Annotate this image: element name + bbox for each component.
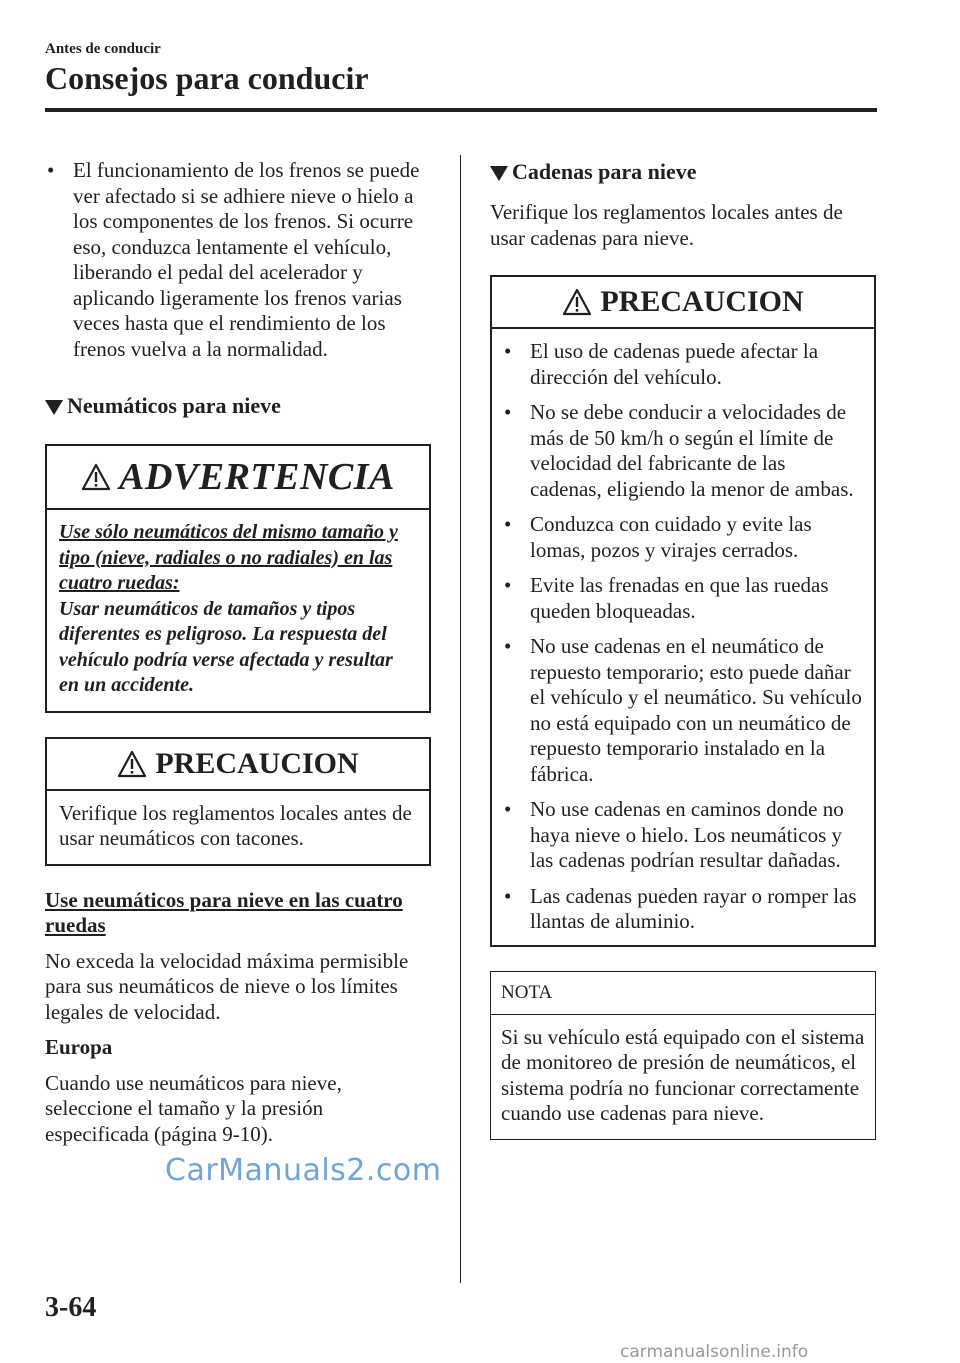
snow-tires-heading-text: Neumáticos para nieve: [67, 393, 281, 418]
list-item: [502, 634, 862, 787]
advertencia-header: [47, 446, 429, 510]
chains-heading-text: Cadenas para nieve: [512, 159, 697, 184]
watermark-carmanualsonline: carmanualsonline.info: [620, 1342, 809, 1362]
precaucion-body-left: Verifique los reglamentos locales antes de usar neumáticos con tacones.: [59, 800, 412, 850]
bullet-icon: •: [504, 797, 512, 821]
four-wheels-heading: Use neumáticos para nieve en las cuatro ruedas: [45, 887, 403, 937]
list-item-text: Las cadenas pueden rayar o romper las llantas de aluminio.: [530, 883, 857, 933]
triangle-down-icon: [490, 166, 508, 181]
chains-heading: [490, 158, 876, 186]
snow-tires-heading: [45, 392, 431, 420]
chains-intro: Verifique los reglamentos locales antes de usar cadenas para nieve.: [490, 200, 843, 250]
bullet-icon: •: [504, 634, 512, 658]
left-column: [45, 158, 431, 1147]
bullet-icon: •: [504, 883, 512, 908]
precaucion-title: PRECAUCION: [600, 285, 804, 318]
list-item-text: Conduzca con cuidado y evite las lomas, pozos y virajes cerrados.: [530, 512, 812, 562]
page-header: [45, 40, 877, 98]
europa-paragraph: Cuando use neumáticos para nieve, seleccione el tamaño y la presión especificada (página 9-10).: [45, 1070, 342, 1146]
list-item: [502, 339, 862, 390]
precaucion-header-left: [47, 739, 429, 791]
section-label: Antes de conducir: [45, 41, 161, 57]
advertencia-text: Usar neumáticos de tamaños y tipos diferentes es peligroso. La respuesta del vehículo podría verse afectada y resultar en un accidente.: [59, 597, 393, 696]
list-item-text: No se debe conducir a velocidades de más de 50 km/h o según el límite de velocidad del fabricante de las cadenas, eligiendo la menor de ambas.: [530, 400, 854, 501]
list-item-text: No use cadenas en el neumático de repuesto temporario; esto puede dañar el vehículo y el neumático. Su vehículo no está equipado con un neumático de repuesto temporario instalado en la fábrica.: [530, 634, 862, 786]
speed-paragraph: No exceda la velocidad máxima permisible para sus neumáticos de nieve o los límites legales de velocidad.: [45, 948, 409, 1024]
list-item: [502, 512, 862, 563]
nota-box: [490, 971, 876, 1140]
page-title: Consejos para conducir: [45, 60, 369, 96]
precaucion-box-left: [45, 737, 431, 866]
nota-title: NOTA: [491, 972, 875, 1015]
advertencia-box: [45, 444, 431, 713]
warning-triangle-icon: [562, 288, 592, 316]
list-item: [502, 884, 862, 935]
bullet-icon: •: [504, 400, 512, 424]
europa-label: Europa: [45, 1035, 113, 1059]
precaucion-box-right: [490, 275, 876, 947]
warning-triangle-icon: [81, 463, 111, 491]
precaucion-header-right: [492, 277, 874, 329]
bullet-icon: •: [504, 512, 512, 536]
warning-triangle-icon: [117, 750, 147, 778]
bullet-icon: •: [47, 158, 55, 182]
brake-bullet: [45, 158, 431, 362]
bullet-icon: •: [504, 339, 512, 363]
triangle-down-icon: [45, 400, 63, 415]
nota-body: Si su vehículo está equipado con el sistema de monitoreo de presión de neumáticos, el sistema podría no funcionar correctamente cuando use cadenas para nieve.: [501, 1024, 865, 1125]
list-item: [502, 400, 862, 502]
advertencia-underlined: Use sólo neumáticos del mismo tamaño y tipo (nieve, radiales o no radiales) en las cuatro ruedas:: [59, 521, 398, 594]
list-item-text: No use cadenas en caminos donde no haya nieve o hielo. Los neumáticos y las cadenas podrían resultar dañadas.: [530, 797, 844, 872]
precaucion-list: [492, 329, 874, 945]
advertencia-title: ADVERTENCIA: [119, 456, 395, 498]
list-item-text: El uso de cadenas puede afectar la dirección del vehículo.: [530, 339, 819, 389]
header-rule: [45, 108, 877, 112]
bullet-icon: •: [504, 573, 512, 597]
advertencia-body: [47, 510, 429, 711]
list-item: [502, 573, 862, 624]
list-item-text: Evite las frenadas en que las ruedas queden bloqueadas.: [530, 573, 829, 623]
watermark-carmanuals2: CarManuals2.com: [165, 1153, 442, 1188]
list-item: [502, 797, 862, 874]
page-number: 3-64: [45, 1292, 97, 1323]
bullet-text: El funcionamiento de los frenos se puede ver afectado si se adhiere nieve o hielo a los componentes de los frenos. Si ocurre eso, conduzca lentamente el vehículo, liberando el pedal del acelerador y aplicando ligeramente los frenos varias veces hasta que el rendimiento de los frenos vuelva a la normalidad.: [73, 158, 420, 361]
column-divider: [460, 155, 461, 1283]
right-column: [490, 158, 876, 1140]
precaucion-title: PRECAUCION: [155, 746, 359, 780]
